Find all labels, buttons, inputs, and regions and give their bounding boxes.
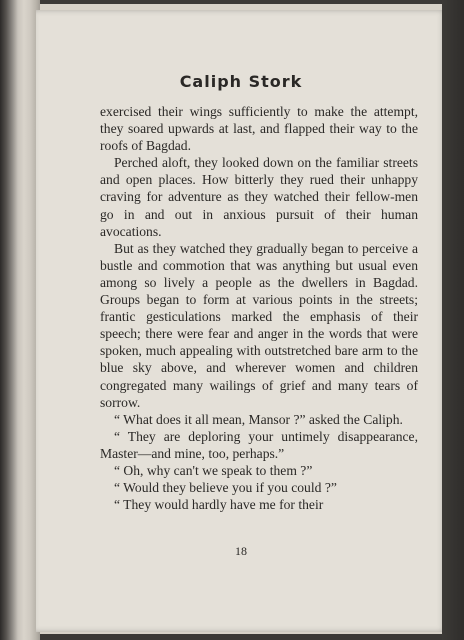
dialogue-line: “ What does it all mean, Mansor ?” asked the Caliph. xyxy=(114,411,403,427)
page-number: 18 xyxy=(235,544,247,558)
paragraph: Perched aloft, they looked down on the familiar streets and open places. How bitterly they rued their unhappy craving for adventure as they watched their fellow-men go in and out in anxious pursuit of their human avocations. xyxy=(100,155,418,239)
dialogue-line: “ They are deploring your untimely disappearance, Master—and mine, too, perhaps.” xyxy=(100,428,418,461)
background-edge xyxy=(442,0,464,640)
book-gutter xyxy=(0,0,40,640)
dialogue-line: “ Would they believe you if you could ?” xyxy=(114,480,337,496)
book-page xyxy=(36,10,446,632)
page-body xyxy=(100,103,418,513)
dialogue-line: “ They would hardly have me for their xyxy=(114,497,324,513)
paragraph: But as they watched they gradually began to perceive a bustle and commotion that was anything but usual even among so lively a people as the dwellers in Bagdad. Groups began to form at various points in the streets; frantic gesticulations marked the emphasis of their speech; there were fear and anger in the words that were spoken, much appealing with outstretched bare arm to the blue sky above, and wherever women and children congregated many wailings of grief and many tears of sorrow. xyxy=(100,240,418,410)
running-head: Caliph Stork xyxy=(179,72,303,91)
dialogue-line: “ Oh, why can't we speak to them ?” xyxy=(114,462,313,478)
paragraph: exercised their wings sufficiently to make the attempt, they soared upwards at last, and flapped their way to the roofs of Bagdad. xyxy=(100,104,418,154)
